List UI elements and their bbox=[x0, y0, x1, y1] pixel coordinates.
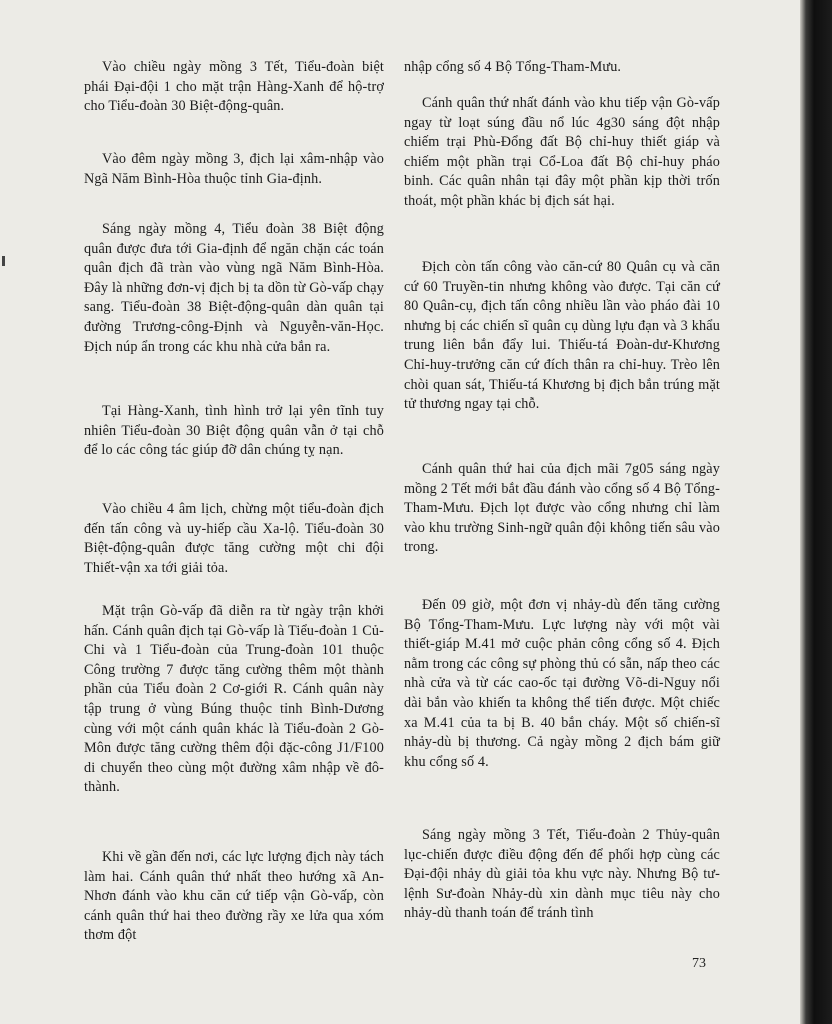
paragraph: Sáng ngày mồng 4, Tiểu đoàn 38 Biệt động quân được đưa tới Gia-định để ngăn chặn các toán quân địch đã tràn vào vùng ngã Năm Bình-Hòa. Đây là những đơn-vị địch bị ta dồn từ Gò-vấp chạy sang. Tiểu-đoàn 38 Biệt-động-quân dàn quân tại đường Trương-công-Định và Nguyễn-văn-Học. Địch núp ẩn trong các khu nhà cửa bắn ra. bbox=[84, 221, 384, 355]
paragraph: Cánh quân thứ nhất đánh vào khu tiếp vận Gò-vấp ngay từ loạt súng đầu nổ lúc 4g30 sáng đột nhập chiếm trại Phù-Đổng đất Bộ chỉ-huy thiết giáp và chiếm một phần trại Cổ-Loa đất Bộ chỉ-huy pháo binh. Các quân nhân tại đây một phần kịp thời trốn thoát, một phần khác bị địch sát hại. bbox=[404, 95, 720, 209]
paragraph: Vào chiều 4 âm lịch, chừng một tiểu-đoàn địch đến tấn công và uy-hiếp cầu Xa-lộ. Tiểu-đoàn 30 Biệt-động-quân được tăng cường một chi đội Thiết-vận xa tới giải tỏa. bbox=[84, 501, 384, 576]
scan-mark bbox=[2, 256, 5, 266]
paragraph: Khi về gần đến nơi, các lực lượng địch này tách làm hai. Cánh quân thứ nhất theo hướng xã An-Nhơn đánh vào khu căn cứ tiếp vận Gò-vấp, còn cánh quân thứ hai theo đường rầy xe lửa qua xóm thơm đột bbox=[84, 849, 384, 944]
paragraph: Vào đêm ngày mồng 3, địch lại xâm-nhập vào Ngã Năm Bình-Hòa thuộc tỉnh Gia-định. bbox=[84, 151, 384, 187]
paragraph: Cánh quân thứ hai của địch mãi 7g05 sáng ngày mồng 2 Tết mới bắt đầu đánh vào cổng số 4 Bộ Tổng-Tham-Mưu. Địch lọt được vào cổng nhưng chỉ làm vào khu trường Sinh-ngữ quân đội không tiến sâu vào trong. bbox=[404, 461, 720, 556]
page-edge-shadow bbox=[800, 0, 832, 1024]
paragraph: Đến 09 giờ, một đơn vị nhảy-dù đến tăng cường Bộ Tổng-Tham-Mưu. Lực lượng này với một vài thiết-giáp M.41 mở cuộc phản công cổng số 4. Địch nằm trong các công sự phòng thủ có sẵn, nấp theo các nhà cửa và từ các cao-ốc tại đường Võ-di-Nguy nổi dài bắn vào khiến ta không thể tiến được. Một chiếc xa M.41 của ta bị B. 40 bắn cháy. Một số chiến-sĩ nhảy-dù bị thương. Cả ngày mồng 2 địch bám giữ khu cổng số 4. bbox=[404, 597, 720, 770]
paragraph: Tại Hàng-Xanh, tình hình trở lại yên tĩnh tuy nhiên Tiểu-đoàn 30 Biệt động quân vẫn ở tại chỗ để lo các công tác giúp đỡ dân chúng tỵ nạn. bbox=[84, 403, 384, 459]
page-number: 73 bbox=[692, 956, 706, 971]
paragraph: Địch còn tấn công vào căn-cứ 80 Quân cụ và căn cứ 60 Truyền-tin nhưng không vào được. Tại căn cứ 80 Quân-cụ, địch tấn công nhiều lần vào pháo đài 10 nhưng bị các chiến sĩ quân cụ dùng lựu đạn và 3 khẩu trung liên bắn đẩy lui. Thiếu-tá Đoàn-dư-Khương Chỉ-huy-trưởng căn cứ đích thân ra chỉ-huy. Trèo lên chòi quan sát, Thiếu-tá Khương bị địch bắn trúng mặt tử thương ngay tại chỗ. bbox=[404, 259, 720, 413]
paragraph: Sáng ngày mồng 3 Tết, Tiểu-đoàn 2 Thủy-quân lục-chiến được điều động đến để phối hợp cùng các Đại-đội nhảy dù giải tỏa khu vực này. Nhưng Bộ tư-lệnh Sư-đoàn Nhảy-dù xin dành mục tiêu này cho nhảy-dù thanh toán để tránh tình bbox=[404, 827, 720, 922]
paragraph: Vào chiều ngày mồng 3 Tết, Tiểu-đoàn biệt phái Đại-đội 1 cho mặt trận Hàng-Xanh để hộ-trợ cho Tiểu-đoàn 30 Biệt-động-quân. bbox=[84, 59, 384, 115]
paragraph: Mặt trận Gò-vấp đã diễn ra từ ngày trận khởi hấn. Cánh quân địch tại Gò-vấp là Tiểu-đoàn 1 Củ-Chi và 1 Tiểu-đoàn của Trung-đoàn 101 thuộc Công trường 7 được tăng cường thêm một thành phần của Tiểu đoàn 2 Cơ-giới R. Cánh quân này tập trung ở vùng Búng thuộc tỉnh Bình-Dương cùng với một cánh quân khác là Tiểu-đoàn 2 Gò-Môn được tăng cường thêm đội đặc-công J1/F100 di chuyển theo cùng một đường xâm nhập về đô-thành. bbox=[84, 603, 384, 796]
paragraph-continued: nhập cổng số 4 Bộ Tổng-Tham-Mưu. bbox=[404, 59, 622, 75]
